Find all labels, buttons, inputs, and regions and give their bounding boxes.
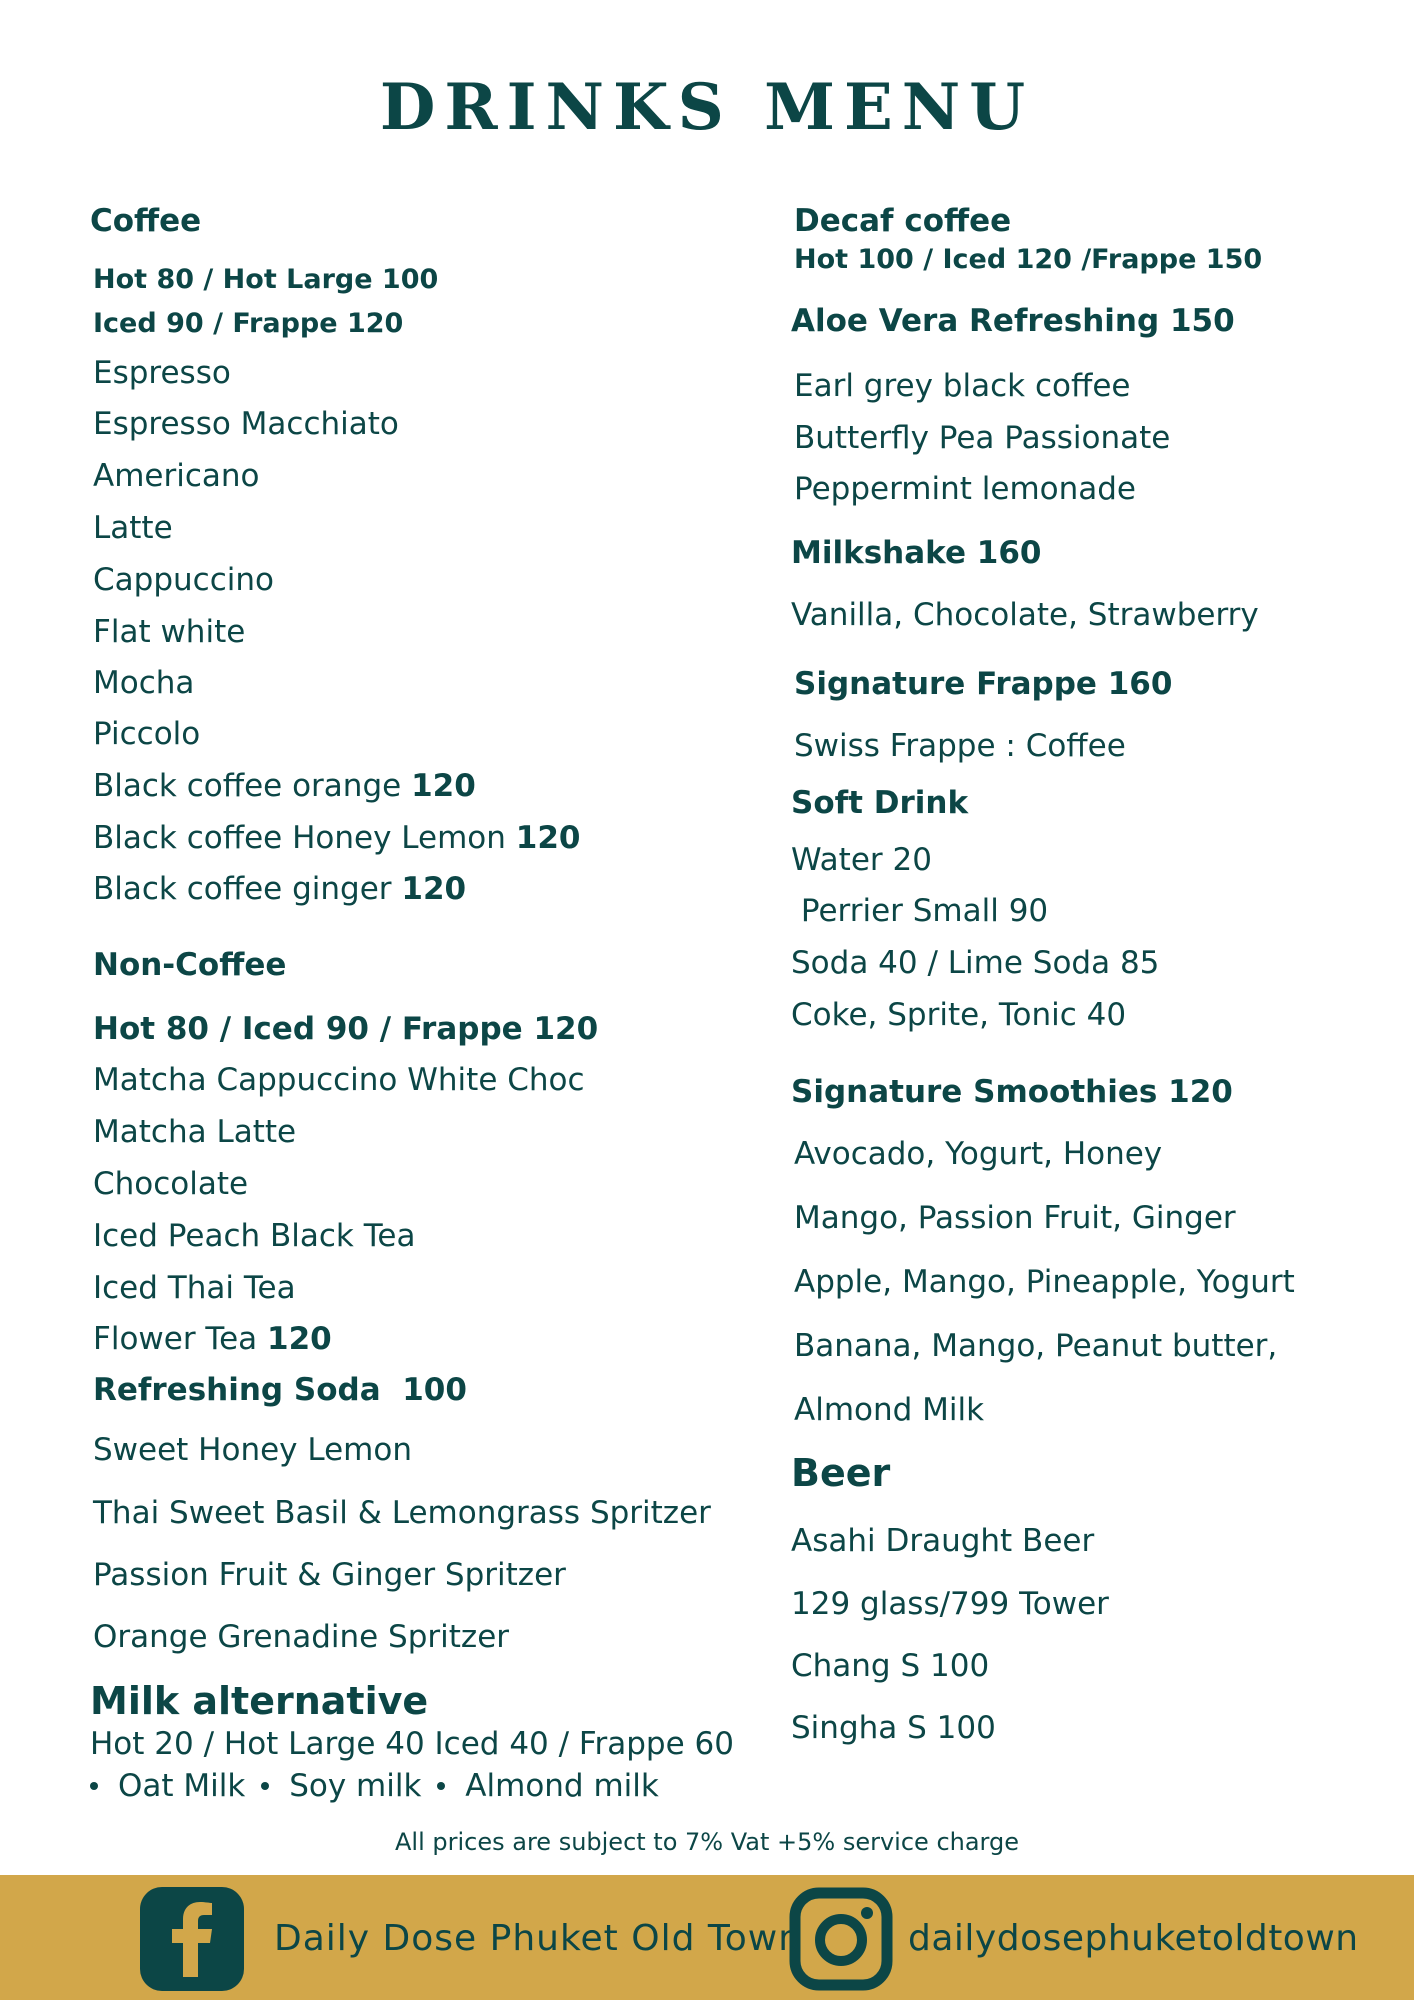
decaf-heading: Decaf coffee — [794, 203, 1012, 239]
menu-item: Chang S 100 — [791, 1648, 990, 1684]
beer-heading: Beer — [791, 1451, 891, 1495]
menu-item: Iced Peach Black Tea — [93, 1218, 416, 1254]
menu-item: Almond Milk — [794, 1392, 985, 1428]
milk-option: Soy milk — [289, 1768, 422, 1804]
menu-item: Sweet Honey Lemon — [93, 1432, 412, 1468]
bullet-icon — [90, 1782, 98, 1790]
item-price: 120 — [401, 871, 467, 907]
menu-item: Peppermint lemonade — [794, 471, 1136, 507]
bullet-icon — [437, 1782, 445, 1790]
menu-item: Orange Grenadine Spritzer — [93, 1619, 510, 1655]
non-coffee-price-line: Hot 80 / Iced 90 / Frappe 120 — [93, 1011, 599, 1047]
milk-alternative-price-line: Hot 20 / Hot Large 40 Iced 40 / Frappe 60 — [90, 1726, 734, 1762]
menu-item: 129 glass/799 Tower — [791, 1586, 1109, 1622]
menu-item: Passion Fruit & Ginger Spritzer — [93, 1557, 566, 1593]
menu-item: Cappuccino — [93, 562, 274, 598]
item-price: 120 — [515, 820, 581, 856]
menu-item: Flat white — [93, 614, 246, 650]
menu-item: Piccolo — [93, 716, 201, 752]
item-price: 120 — [267, 1321, 332, 1357]
page-title: DRINKS MENU — [379, 70, 1035, 145]
menu-item: Matcha Latte — [93, 1114, 297, 1150]
footer-bar — [0, 1875, 1414, 2000]
smoothies-heading: Signature Smoothies 120 — [791, 1074, 1233, 1110]
menu-item: Americano — [93, 458, 260, 494]
signature-frappe-heading: Signature Frappe 160 — [794, 666, 1173, 702]
coffee-price-line-2: Iced 90 / Frappe 120 — [93, 308, 404, 339]
milk-alternative-heading: Milk alternative — [90, 1679, 429, 1723]
refreshing-soda-heading: Refreshing Soda 100 — [93, 1372, 467, 1408]
menu-item: Swiss Frappe : Coffee — [794, 728, 1126, 764]
bullet-icon — [261, 1782, 269, 1790]
menu-item: Matcha Cappuccino White Choc — [93, 1062, 585, 1098]
milk-options — [84, 1768, 659, 1804]
item-name: Black coffee orange — [93, 768, 402, 804]
menu-item: Apple, Mango, Pineapple, Yogurt — [794, 1264, 1295, 1300]
menu-item: Mango, Passion Fruit, Ginger — [794, 1200, 1236, 1236]
coffee-price-line-1: Hot 80 / Hot Large 100 — [93, 264, 439, 295]
menu-item: Mocha — [93, 665, 195, 701]
milk-option: Almond milk — [465, 1768, 659, 1804]
menu-item-priced — [93, 1321, 332, 1357]
menu-item-priced — [93, 820, 581, 856]
menu-item: Singha S 100 — [791, 1710, 996, 1746]
menu-item: Water 20 — [791, 842, 932, 878]
menu-item: Espresso — [93, 355, 231, 391]
menu-item: Banana, Mango, Peanut butter, — [794, 1328, 1278, 1364]
menu-item: Asahi Draught Beer — [791, 1523, 1095, 1559]
menu-item-priced — [93, 768, 476, 804]
milk-option: Oat Milk — [118, 1768, 246, 1804]
menu-item: Espresso Macchiato — [93, 406, 399, 442]
item-name: Black coffee ginger — [93, 871, 392, 907]
item-price: 120 — [411, 768, 476, 804]
decaf-price-line: Hot 100 / Iced 120 /Frappe 150 — [794, 244, 1263, 275]
menu-item: Avocado, Yogurt, Honey — [794, 1136, 1163, 1172]
menu-item: Butterfly Pea Passionate — [794, 420, 1171, 456]
menu-item: Coke, Sprite, Tonic 40 — [791, 997, 1127, 1033]
menu-item: Iced Thai Tea — [93, 1270, 296, 1306]
facebook-name[interactable]: Daily Dose Phuket Old Town — [274, 1918, 803, 1959]
aloe-heading: Aloe Vera Refreshing 150 — [791, 303, 1235, 339]
non-coffee-heading: Non-Coffee — [93, 947, 287, 983]
menu-item: Vanilla, Chocolate, Strawberry — [791, 597, 1259, 633]
facebook-icon[interactable] — [140, 1887, 244, 1991]
menu-item: Chocolate — [93, 1166, 249, 1202]
item-name: Flower Tea — [93, 1321, 258, 1357]
menu-item: Latte — [93, 510, 173, 546]
milkshake-heading: Milkshake 160 — [791, 535, 1042, 571]
item-name: Black coffee Honey Lemon — [93, 820, 506, 856]
menu-item-priced — [93, 871, 467, 907]
menu-item: Earl grey black coffee — [794, 368, 1131, 404]
menu-item: Thai Sweet Basil & Lemongrass Spritzer — [93, 1495, 711, 1531]
coffee-heading: Coffee — [90, 203, 202, 239]
menu-item: Soda 40 / Lime Soda 85 — [791, 945, 1160, 981]
instagram-icon[interactable] — [789, 1887, 893, 1991]
instagram-handle[interactable]: dailydosephuketoldtown — [908, 1918, 1359, 1959]
menu-item: Perrier Small 90 — [791, 893, 1049, 929]
vat-note: All prices are subject to 7% Vat +5% service charge — [395, 1828, 1019, 1856]
soft-drink-heading: Soft Drink — [791, 785, 969, 821]
